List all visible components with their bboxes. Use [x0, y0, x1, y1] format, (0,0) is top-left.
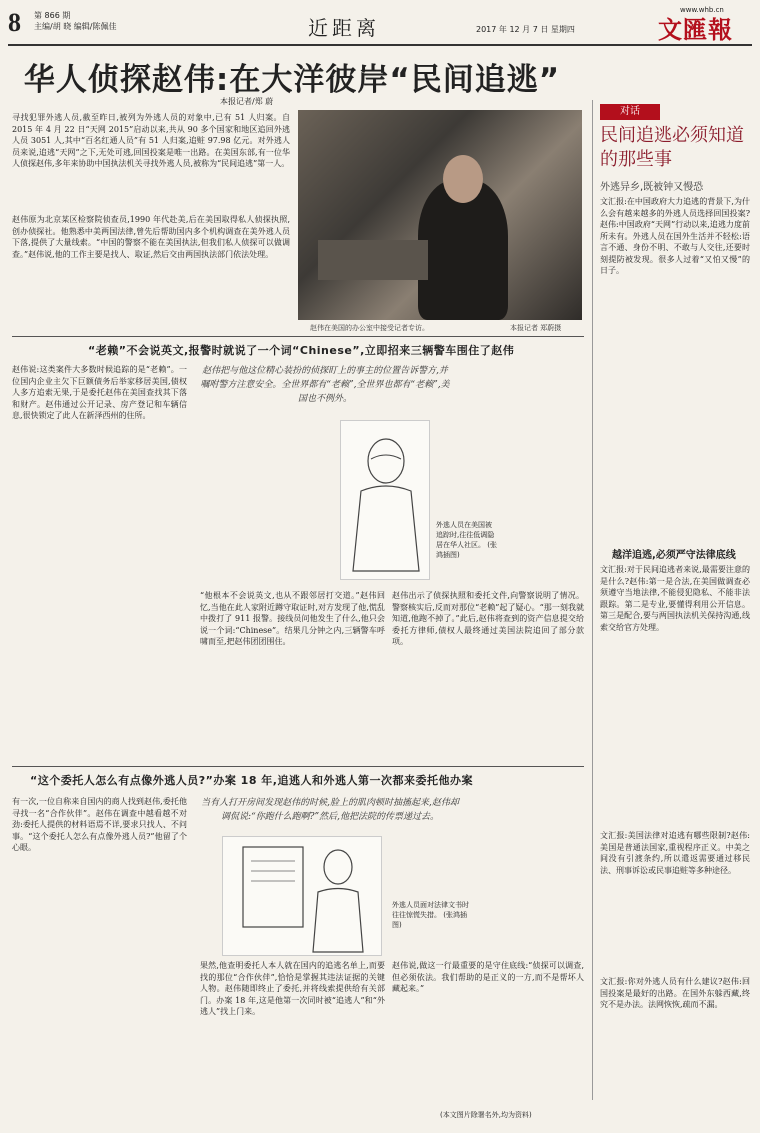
interview-photo: [298, 110, 582, 320]
photo-credit: 本报记者 郑蔚摄: [510, 324, 562, 332]
sidebar-body-4: 文汇报:你对外逃人员有什么建议?赵伟:回国投案是最好的出路。在国外东躲西藏,终究不是办法。法网恢恢,疏而不漏。: [600, 977, 750, 1009]
section2-rule: [12, 766, 584, 767]
sidebar-title: 民间追逃必须知道的那些事: [600, 125, 744, 170]
date-line: 2017 年 12 月 7 日 星期四: [476, 25, 575, 34]
sketch2-caption: [392, 900, 472, 930]
sketch2-credit: (张鸿插图): [392, 911, 467, 929]
photo-subject-face: [443, 155, 483, 203]
article-footnote: (本文图片除署名外,均为资料): [440, 1111, 532, 1119]
section1-body-2: “他根本不会说英文,也从不跟邻居打交道。”赵伟回忆,当他在此人家附近蹲守取证时,对方发现了他,慌乱中拨打了 911 报警。接线员问他发生了什么,他只会说一个词:“Chinese”。结果几分钟之内,三辆警车呼啸而至,把赵伟团团围住。: [200, 591, 385, 646]
sidebar-body-3: 文汇报:美国法律对追逃有哪些限制?赵伟:美国是普通法国家,重视程序正义。中美之间没有引渡条约,所以遣返需要通过移民法、刑事诉讼或民事追赃等多种途径。: [600, 831, 750, 875]
section1-rule: [12, 336, 584, 337]
sketch1-credit: (张鸿插图): [436, 541, 497, 559]
sketch-figure-2: [223, 837, 382, 956]
photo-caption: 赵伟在美国的办公室中接受记者专访。: [310, 324, 429, 332]
section2-body-2: 果然,他查明委托人本人就在国内的追逃名单上,而要找的那位“合作伙伴”,恰恰是掌握其违法证据的关键人物。赵伟随即终止了委托,并将线索提供给有关部门。办案 18 年,这是他第一次同时被“追逃人”和“外逃人”找上门来。: [200, 961, 385, 1016]
editor-line: 主编/胡 晓 编辑/陈佩佳: [34, 22, 117, 31]
sidebar-tag: 对话: [600, 104, 660, 120]
photo-desk: [318, 240, 428, 280]
article-headline: 华人侦探赵伟:在大洋彼岸“民间追逃”: [23, 62, 561, 98]
section1-title: “老赖”不会说英文,报警时就说了一个词“Chinese”,立即招来三辆警车围住了赵伟: [88, 344, 515, 357]
site-url: www.whb.cn: [680, 6, 724, 14]
sidebar-subtitle: 外逃异乡,既被钟又慢恐: [600, 182, 704, 193]
section1-body-3: 赵伟出示了侦探执照和委托文件,向警察说明了情况。警察核实后,反而对那位“老赖”起了疑心。“那一刻我就知道,他跑不掉了。”此后,赵伟将查到的资产信息提交给委托方律师,债权人最终通过美国法院追回了部分款项。: [392, 591, 584, 646]
sketch1-caption: [436, 520, 498, 560]
section-title: 近距离: [308, 16, 380, 40]
sketch-illustration-1: [340, 420, 430, 580]
sidebar-divider: [592, 100, 593, 1100]
sketch1-caption-text: 外逃人员在美国被追踪时,往往低调隐居在华人社区。: [436, 521, 495, 549]
issue-number: 第 866 期: [34, 11, 71, 20]
intro-paragraph-2: 赵伟原为北京某区检察院侦查员,1990 年代赴美,后在美国取得私人侦探执照,创办侦探社。他熟悉中美两国法律,曾先后帮助国内多个机构调查在美外逃人员下落,提供了大量线索。“中国的警察不能在美国执法,但我们私人侦探可以做调查。”赵伟说,他的工作主要是找人、取证,然后交由两国执法部门依法处理。: [12, 215, 290, 259]
sidebar-subhead: 越洋追逃,必须严守法律底线: [612, 550, 736, 561]
sketch2-caption-text: 外逃人员面对法律文书时往往惊慌失措。: [392, 901, 469, 919]
section2-body-1: 有一次,一位自称来自国内的商人找到赵伟,委托他寻找一名“合作伙伴”。赵伟在调查中越看越不对劲:委托人提供的材料语焉不详,要求只找人、不问事。“这个委托人怎么有点像外逃人员?”他留了个心眼。: [12, 797, 187, 852]
intro-paragraph: 寻找犯罪外逃人员,截至昨日,被列为外逃人员的对象中,已有 51 人归案。自 2015 年 4 月 22 日“天网 2015”启动以来,共从 90 多个国家和地区追回外逃人员 3051 人,其中“百名红通人员”有 51 人归案,追赃 97.98 亿元。对外逃人员来说,追逃“天网”之下,无处可逃,回国投案是唯一出路。在美国东部,有一位华人侦探赵伟,多年来协助中国执法机关寻找外逃人员,被称为“民间追逃”第一人。: [12, 113, 290, 168]
section1-quote: 赵伟把与他这位精心装扮的侦探盯上的事主的位置告诉警方,并嘱咐警方注意安全。全世界都有“老赖”,全世界也都有“老赖”,美国也不例外。: [200, 366, 450, 404]
article-byline: 本报记者/郑 蔚: [220, 97, 274, 106]
section2-quote: 当有人打开房间发现赵伟的时候,脸上的肌肉顿时抽搐起来,赵伟却调侃说:“你跑什么跑啊?”然后,他把法院的传票递过去。: [201, 798, 459, 822]
section1-body-1: 赵伟说:这类案件大多数时候追踪的是“老赖”。一位国内企业主欠下巨额债务后举家移居美国,债权人多方追索无果,于是委托赵伟在美国查找其下落和财产。赵伟通过公开记录、房产登记和车辆信息,很快锁定了此人在新泽西州的住所。: [12, 365, 187, 420]
sidebar-body-2: 文汇报:对于民间追逃者来说,最需要注意的是什么?赵伟:第一是合法,在美国做调查必须遵守当地法律,不能侵犯隐私、不能非法跟踪。第二是专业,要懂得利用公开信息。第三是配合,要与两国执法机关保持沟通,线索交给官方处理。: [600, 565, 750, 632]
sketch-illustration-2: [222, 836, 382, 956]
section2-body-3: 赵伟说,做这一行最重要的是守住底线:“侦探可以调查,但必须依法。我们帮助的是正义的一方,而不是帮坏人藏起来。”: [392, 961, 584, 993]
issue-info: [34, 10, 116, 32]
sidebar-body-1: 文汇报:在中国政府大力追逃的背景下,为什么会有越来越多的外逃人员选择回国投案?赵伟:中国政府“天网”行动以来,追逃力度前所未有。外逃人员在国外生活并不轻松:语言不通、身份不明、不敢与人交往,还要时刻提防被发现。很多人过着“又怕又慢”的日子。: [600, 197, 750, 275]
page-number: 8: [8, 8, 21, 37]
sketch-figure-1: [341, 421, 430, 580]
section2-title: “这个委托人怎么有点像外逃人员?”办案 18 年,追逃人和外逃人第一次都来委托他办案: [30, 774, 473, 787]
newspaper-logo: 文匯報: [658, 15, 733, 44]
masthead: [8, 6, 752, 46]
